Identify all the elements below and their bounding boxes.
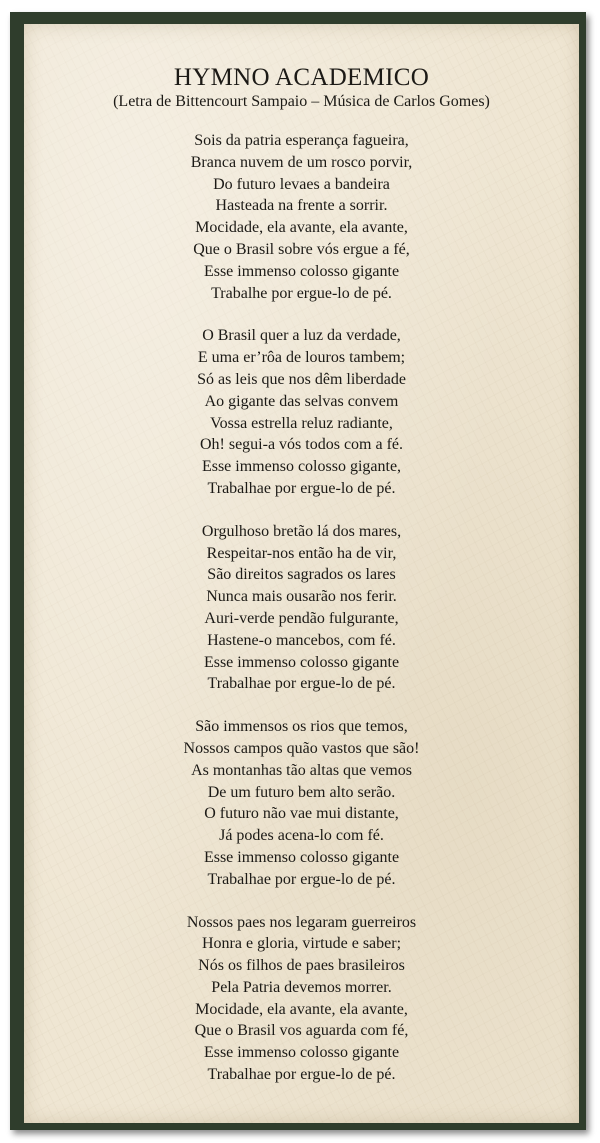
stanza-line: Trabalhae por ergue-lo de pé. — [207, 479, 396, 497]
stanza-line: Nunca mais ousarão nos ferir. — [206, 588, 397, 606]
stanza-line: E uma er’rôa de louros tambem; — [197, 349, 406, 367]
stanza-line: São immensos os rios que temos, — [195, 718, 408, 736]
stanza-line: Esse immenso colosso gigante — [203, 848, 400, 866]
stanza-line: Esse immenso colosso gigante — [203, 653, 400, 671]
stanza-line: Já podes acena-lo com fé. — [219, 827, 384, 845]
stanza-line: Mocidade, ela avante, ela avante, — [195, 1000, 408, 1018]
stanza-line: As montanhas tão altas que vemos — [191, 761, 412, 779]
stanza-line: Esse immenso colosso gigante, — [201, 458, 402, 476]
stanza-line: Nossos paes nos legaram guerreiros — [186, 913, 417, 931]
stanza-2 — [24, 325, 579, 499]
stanza-line: O Brasil quer a luz da verdade, — [202, 327, 401, 345]
stanza-line: Sois da patria esperança fagueira, — [194, 132, 409, 149]
stanza-1 — [24, 130, 579, 304]
stanza-line: Trabalhae por ergue-lo de pé. — [207, 675, 396, 693]
stanza-line: Só as leis que nos dêm liberdade — [197, 370, 406, 388]
stanza-line: São direitos sagrados os lares — [207, 566, 396, 584]
stanza-line: Auri-verde pendão fulgurante, — [204, 609, 399, 627]
stanza-line: Trabalhe por ergue-lo de pé. — [211, 284, 392, 302]
stanza-line: Pela Patria devemos morrer. — [211, 978, 392, 996]
stanza-line: O futuro não vae mui distante, — [204, 805, 399, 823]
stanza-line: Vossa estrella reluz radiante, — [210, 414, 393, 432]
stanza-line: Honra e gloria, virtude e saber; — [201, 935, 402, 953]
stanza-line: Hasteada na frente a sorrir. — [215, 197, 388, 215]
stanza-line: Mocidade, ela avante, ela avante, — [195, 219, 408, 237]
stanza-line: Respeitar-nos então ha de vir, — [206, 544, 397, 562]
stanza-line: Que o Brasil vos aguarda com fé, — [194, 1022, 409, 1040]
stanza-line: Esse immenso colosso gigante — [203, 1044, 400, 1062]
stanza-line: Que o Brasil sobre vós ergue a fé, — [193, 240, 410, 258]
stanza-5 — [24, 912, 579, 1086]
stanza-line: Ao gigante das selvas convem — [204, 392, 399, 410]
stanza-3 — [24, 521, 579, 695]
stanza-line: Orgulhoso bretão lá dos mares, — [201, 522, 402, 540]
stanza-line: Oh! segui-a vós todos com a fé. — [199, 436, 404, 454]
stanza-line: Hastene-o mancebos, com fé. — [207, 631, 396, 649]
stanza-line: Trabalhae por ergue-lo de pé. — [207, 870, 396, 888]
poem-content — [24, 64, 579, 1107]
stanza-line: Trabalhae por ergue-lo de pé. — [207, 1066, 396, 1084]
stanza-4 — [24, 716, 579, 890]
stanza-line: Branca nuvem de um rosco porvir, — [190, 153, 413, 171]
stanza-line: Nós os filhos de paes brasileiros — [198, 957, 405, 975]
poem-title: HYMNO ACADEMICO — [173, 64, 430, 91]
poem-subtitle: (Letra de Bittencourt Sampaio – Música de Carlos Gomes) — [113, 93, 490, 110]
stanza-line: Do futuro levaes a bandeira — [213, 175, 390, 193]
stanza-line: Esse immenso colosso gigante — [203, 262, 400, 280]
parchment-panel — [24, 24, 579, 1123]
poem-frame — [10, 12, 586, 1130]
stanza-line: De um futuro bem alto serão. — [207, 783, 396, 801]
stanza-line: Nossos campos quão vastos que são! — [183, 739, 420, 757]
